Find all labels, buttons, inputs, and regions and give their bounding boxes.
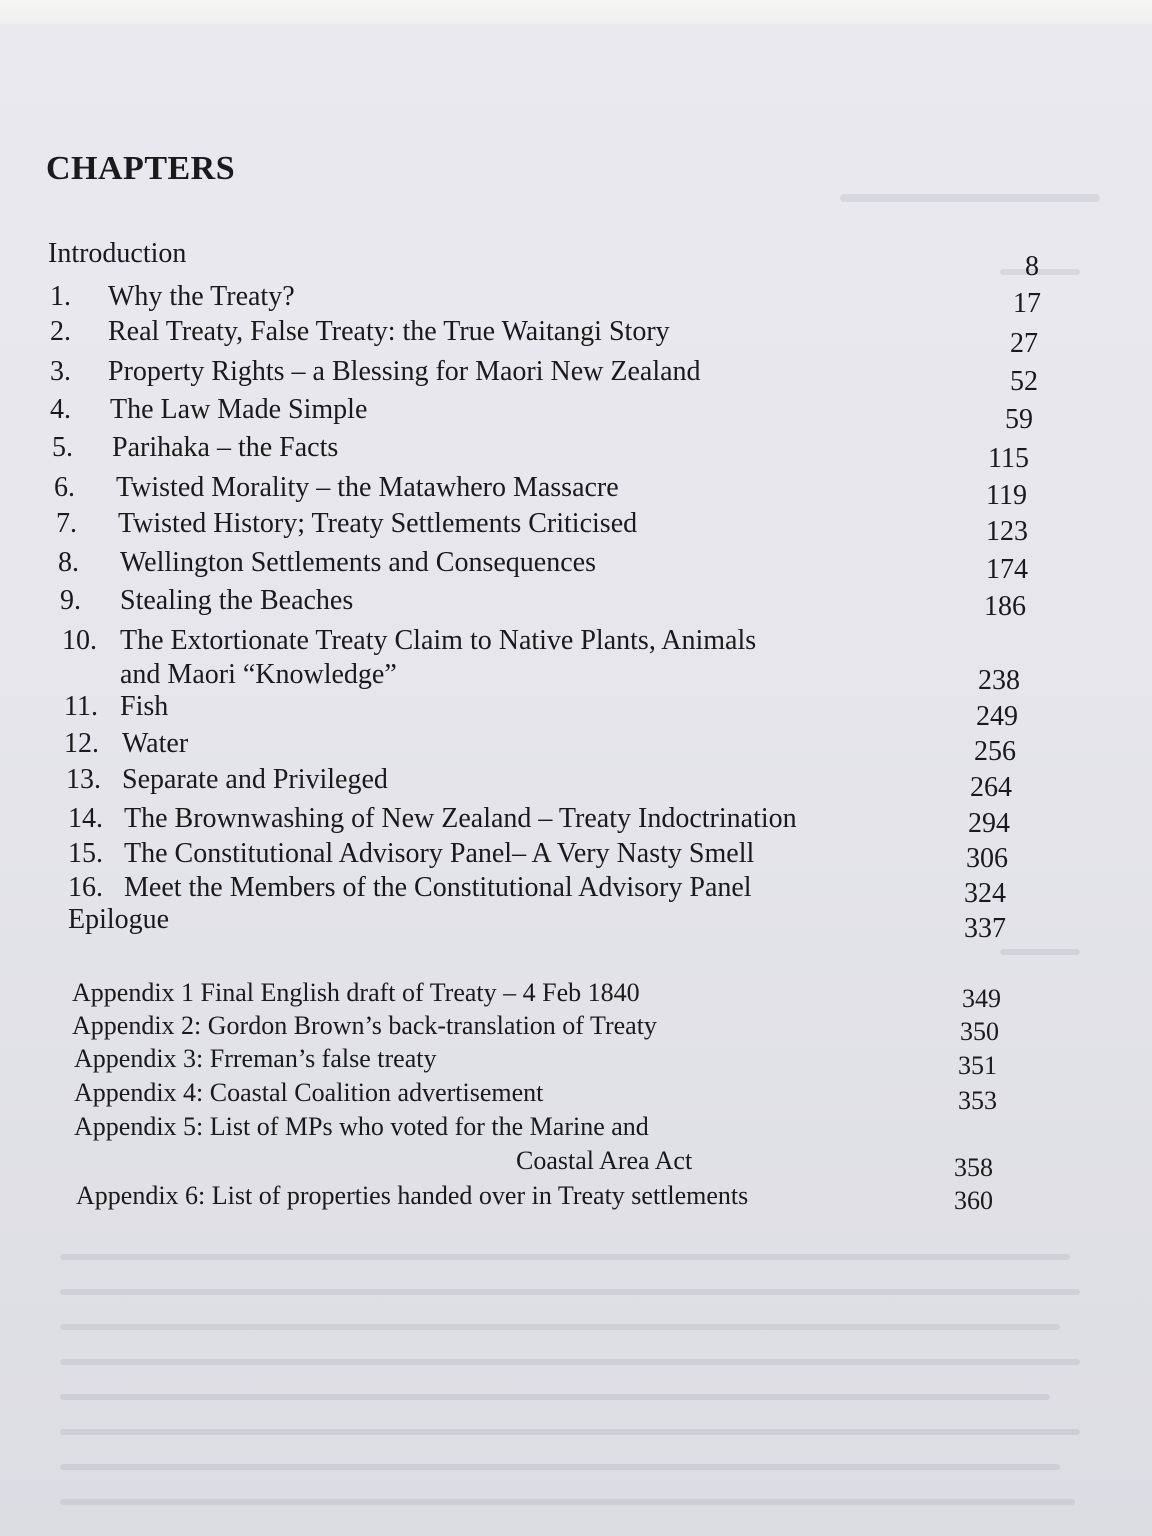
chapter-page: 264	[970, 772, 1012, 803]
chapter-page: 324	[964, 878, 1006, 909]
chapter-page: 294	[968, 808, 1010, 839]
chapter-title: The Constitutional Advisory Panel– A Very Nasty Smell	[124, 838, 755, 869]
toc-chapter-8[interactable]	[58, 547, 596, 578]
chapter-number: 1.	[50, 281, 71, 312]
toc-introduction-page: 8	[1025, 251, 1039, 282]
chapter-title: Why the Treaty?	[108, 281, 295, 312]
chapter-page: 174	[986, 554, 1028, 585]
chapter-page: 52	[1010, 366, 1038, 397]
chapter-page: 27	[1010, 328, 1038, 359]
chapter-title: Twisted History; Treaty Settlements Criticised	[118, 508, 638, 539]
toc-appendix-1[interactable]	[72, 980, 640, 1006]
toc-chapter-15[interactable]	[68, 838, 755, 869]
chapter-title: Stealing the Beaches	[120, 585, 354, 616]
chapter-number: 16.	[68, 872, 103, 903]
chapter-number: 8.	[58, 547, 79, 578]
toc-appendix-2[interactable]	[72, 1013, 657, 1039]
chapter-number: 7.	[56, 508, 77, 539]
chapter-title: Twisted Morality – the Matawhero Massacre	[116, 472, 619, 503]
chapter-page: 115	[988, 443, 1029, 474]
toc-chapter-3[interactable]	[50, 356, 701, 387]
toc-chapter-11[interactable]	[64, 691, 169, 722]
chapter-number: 12.	[64, 728, 99, 759]
toc-epilogue[interactable]	[68, 906, 169, 934]
top-edge	[0, 0, 1152, 26]
chapter-number: 11.	[64, 691, 98, 722]
toc-epilogue-label: Epilogue	[68, 904, 170, 935]
chapter-title-continued: and Maori “Knowledge”	[120, 659, 397, 690]
appendix-title: Appendix 4: Coastal Coalition advertisement	[74, 1078, 544, 1107]
chapter-title: Meet the Members of the Constitutional Advisory Panel	[124, 872, 752, 903]
chapter-number: 13.	[66, 764, 101, 795]
chapter-page: 123	[986, 516, 1028, 547]
toc-appendix-3[interactable]	[74, 1046, 436, 1072]
toc-appendix-5[interactable]	[74, 1112, 693, 1175]
chapter-number: 15.	[68, 838, 103, 869]
appendix-page: 351	[958, 1051, 997, 1080]
chapter-number: 4.	[50, 394, 71, 425]
chapter-title: Real Treaty, False Treaty: the True Waitangi Story	[108, 316, 670, 347]
chapter-number: 9.	[60, 585, 81, 616]
appendix-page: 358	[954, 1153, 993, 1182]
chapter-page: 17	[1013, 288, 1041, 319]
toc-chapter-16[interactable]	[68, 872, 752, 903]
chapter-number: 10.	[62, 625, 97, 656]
toc-chapter-9[interactable]	[60, 585, 354, 616]
page-heading: CHAPTERS	[46, 150, 236, 187]
chapter-number: 3.	[50, 356, 71, 387]
chapter-page: 249	[976, 701, 1018, 732]
chapter-title: Fish	[120, 691, 169, 722]
toc-introduction[interactable]	[48, 240, 186, 268]
appendix-title: Appendix 1 Final English draft of Treaty – 4 Feb 1840	[72, 978, 640, 1007]
chapter-number: 6.	[54, 472, 75, 503]
chapter-title: Parihaka – the Facts	[112, 432, 339, 463]
chapter-page: 256	[974, 736, 1016, 767]
toc-appendix-6[interactable]	[76, 1183, 748, 1209]
chapter-number: 14.	[68, 803, 103, 834]
toc-chapter-6[interactable]	[54, 472, 619, 503]
toc-introduction-label: Introduction	[48, 238, 187, 269]
toc-chapter-4[interactable]	[50, 394, 368, 425]
appendix-title: Appendix 6: List of properties handed over in Treaty settlements	[76, 1181, 749, 1210]
chapter-number: 5.	[52, 432, 73, 463]
chapter-title: Water	[122, 728, 189, 759]
appendix-page: 353	[958, 1086, 997, 1115]
chapter-title: Wellington Settlements and Consequences	[120, 547, 596, 578]
appendix-title: Appendix 3: Frreman’s false treaty	[74, 1044, 437, 1073]
toc-chapter-5[interactable]	[52, 432, 339, 463]
chapter-title: Property Rights – a Blessing for Maori New Zealand	[108, 356, 701, 387]
chapter-page: 306	[966, 843, 1008, 874]
toc-chapter-1[interactable]	[50, 281, 295, 312]
appendix-page: 350	[960, 1017, 999, 1046]
chapter-title: The Brownwashing of New Zealand – Treaty Indoctrination	[124, 803, 797, 834]
toc-chapter-10[interactable]	[62, 625, 757, 690]
toc-appendix-4[interactable]	[74, 1080, 543, 1106]
chapter-title: Separate and Privileged	[122, 764, 388, 795]
appendix-page: 360	[954, 1186, 993, 1215]
chapter-page: 119	[986, 480, 1027, 511]
appendix-page: 349	[962, 984, 1001, 1013]
appendix-title: Appendix 5: List of MPs who voted for the Marine and	[74, 1112, 649, 1141]
toc-epilogue-page: 337	[964, 913, 1006, 944]
chapter-page: 238	[978, 665, 1020, 696]
toc-chapter-12[interactable]	[64, 728, 189, 759]
chapter-page: 186	[984, 591, 1026, 622]
chapter-title: The Law Made Simple	[110, 394, 368, 425]
toc-chapter-14[interactable]	[68, 803, 797, 834]
chapter-page: 59	[1005, 404, 1033, 435]
toc-chapter-2[interactable]	[50, 316, 670, 347]
toc-chapter-7[interactable]	[56, 508, 638, 539]
toc-chapter-13[interactable]	[66, 764, 388, 795]
appendix-title: Appendix 2: Gordon Brown’s back-translation of Treaty	[72, 1011, 657, 1040]
chapter-title: The Extortionate Treaty Claim to Native Plants, Animals	[120, 625, 757, 656]
appendix-title-continued: Coastal Area Act	[516, 1146, 693, 1175]
chapter-number: 2.	[50, 316, 71, 347]
